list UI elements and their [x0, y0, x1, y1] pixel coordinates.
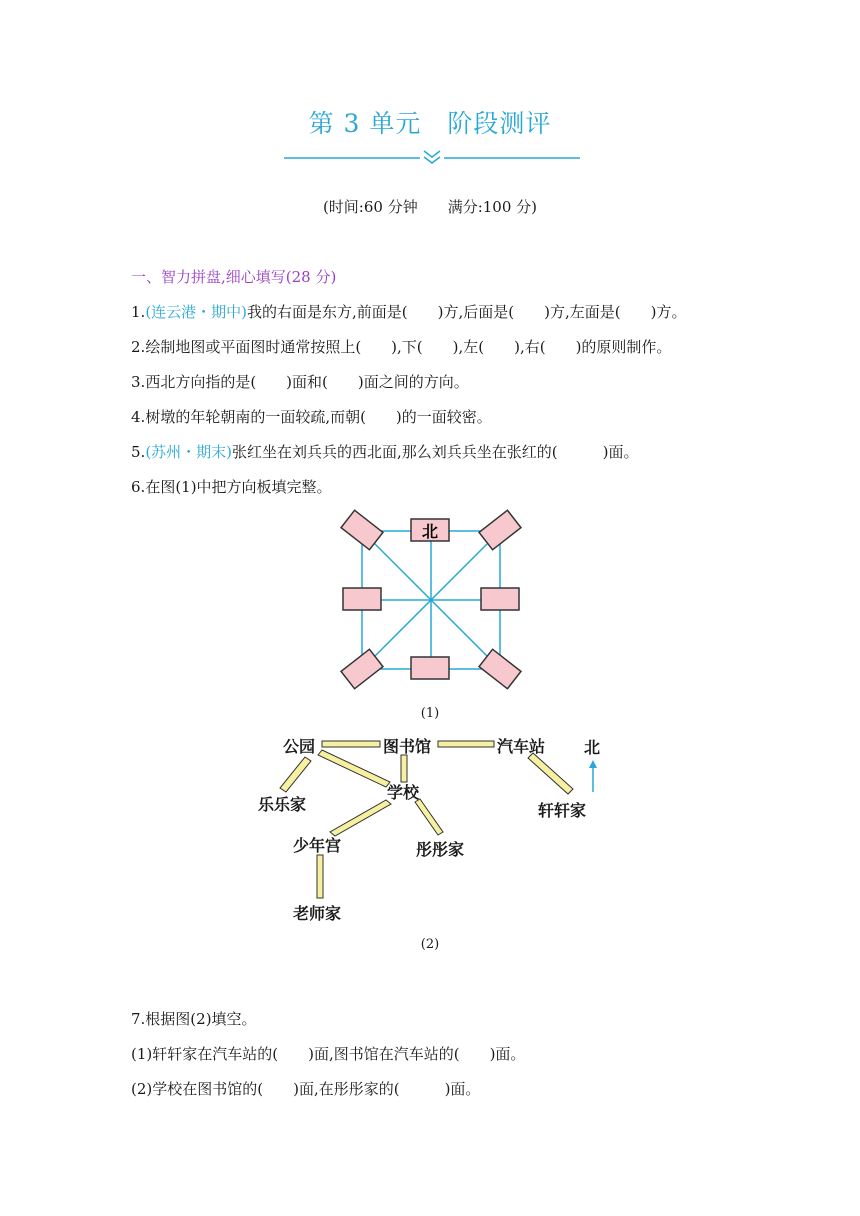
north-label: 北 [421, 522, 439, 541]
place-school: 学校 [387, 783, 420, 802]
question-number: 5. [131, 443, 146, 461]
place-xuanxuan-home: 轩轩家 [538, 801, 587, 820]
question-3 [131, 371, 469, 392]
question-7-part-1: (1)轩轩家在汽车站的( )面,图书馆在汽车站的( )面。 [131, 1045, 526, 1063]
question-6 [131, 476, 332, 497]
page-title: 第 3 单元 阶段测评 [308, 109, 552, 138]
board-northwest [341, 510, 383, 550]
question-7-part-2: (2)学校在图书馆的( )面,在彤彤家的( )面。 [131, 1080, 481, 1098]
question-number: 6. [131, 478, 146, 496]
figure-1-caption: (1) [420, 706, 440, 721]
question-2 [131, 336, 671, 357]
place-tongtong-home: 彤彤家 [416, 840, 465, 859]
question-7-stem: 7.根据图(2)填空。 [131, 1010, 257, 1028]
direction-board-figure [330, 504, 530, 694]
question-source: (苏州・期末) [145, 443, 233, 461]
board-northeast [479, 510, 521, 550]
question-text: 绘制地图或平面图时通常按照上( ),下( ),左( ),右( )的原则制作。 [145, 338, 672, 356]
title-divider [284, 148, 580, 168]
question-4 [131, 406, 492, 427]
place-bus-station: 汽车站 [497, 737, 546, 756]
place-teacher-home: 老师家 [293, 904, 342, 923]
place-map-figure [250, 730, 620, 930]
question-number: 3. [131, 373, 146, 391]
question-text: 张红坐在刘兵兵的西北面,那么刘兵兵坐在张红的( )面。 [232, 443, 639, 461]
north-arrow-icon [589, 760, 597, 792]
question-number: 2. [131, 338, 146, 356]
map-north-label: 北 [584, 738, 601, 757]
board-east [481, 588, 519, 610]
question-text: 在图(1)中把方向板填完整。 [145, 478, 332, 496]
question-5 [131, 441, 639, 462]
question-text: 我的右面是东方,前面是( )方,后面是( )方,左面是( )方。 [247, 303, 687, 321]
board-west [343, 588, 381, 610]
figure-2-caption: (2) [420, 937, 440, 952]
question-1 [131, 301, 686, 322]
place-library: 图书馆 [383, 737, 432, 756]
exam-info: (时间:60 分钟 满分:100 分) [322, 198, 538, 216]
question-text: 树墩的年轮朝南的一面较疏,而朝( )的一面较密。 [145, 408, 492, 426]
section-heading: 一、智力拼盘,细心填写(28 分) [131, 268, 337, 286]
question-text: 西北方向指的是( )面和( )面之间的方向。 [145, 373, 469, 391]
place-youth-palace: 少年宫 [293, 836, 342, 855]
question-source: (连云港・期中) [145, 303, 248, 321]
place-park: 公园 [283, 737, 316, 756]
board-south [411, 657, 449, 679]
question-number: 4. [131, 408, 146, 426]
question-number: 1. [131, 303, 146, 321]
place-lele-home: 乐乐家 [258, 795, 307, 814]
